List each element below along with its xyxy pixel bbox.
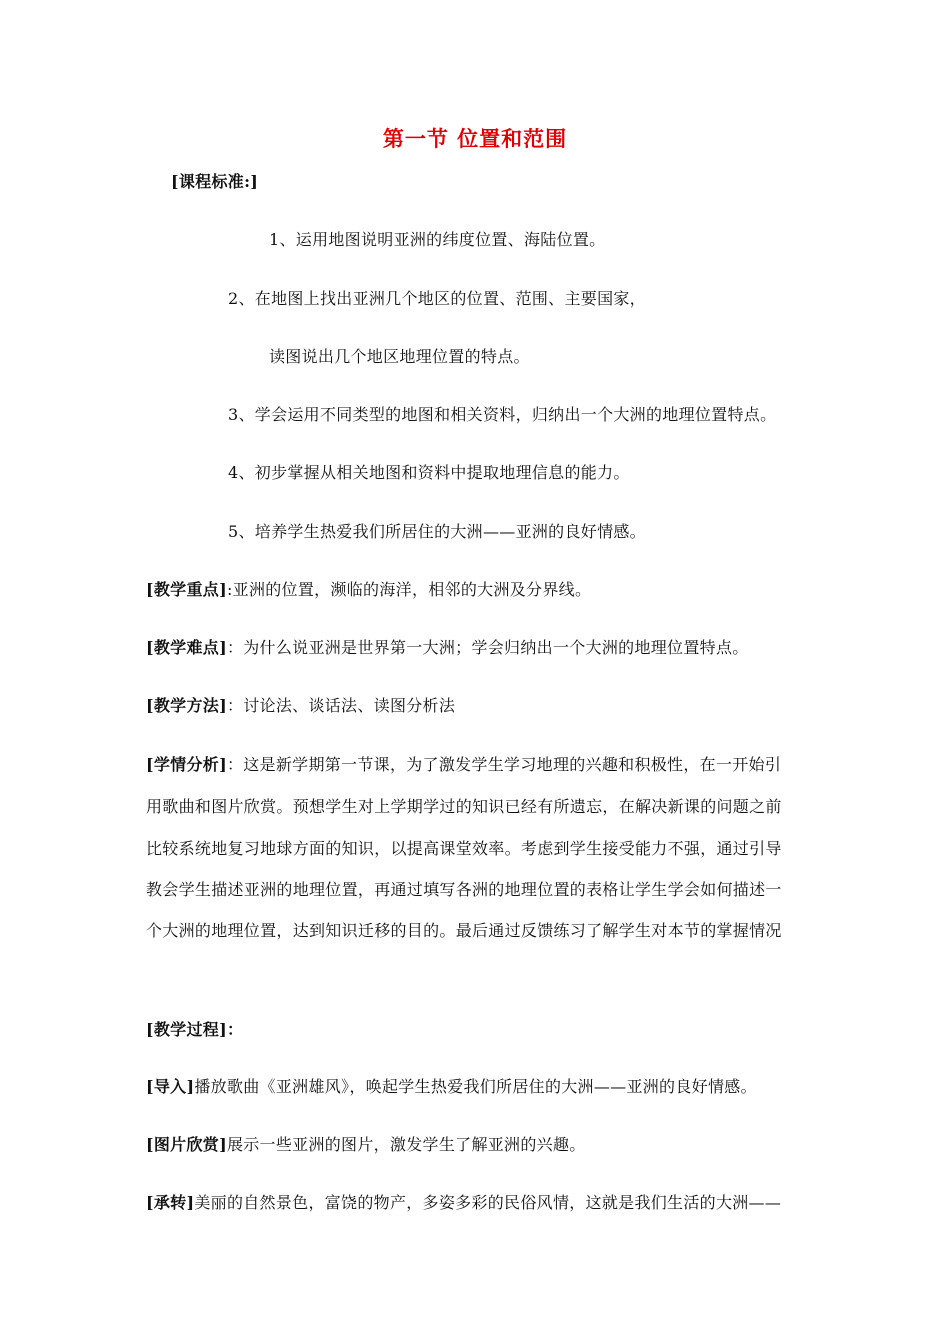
standard-item-4: 4、初步掌握从相关地图和资料中提取地理信息的能力。 <box>228 463 630 482</box>
intro-text: 播放歌曲《亚洲雄风》，唤起学生热爱我们所居住的大洲——亚洲的良好情感。 <box>194 1077 757 1096</box>
analysis-line-5: 个大洲的地理位置，达到知识迁移的目的。最后通过反馈练习了解学生对本节的掌握情况 <box>146 921 782 940</box>
process-heading: [教学过程]： <box>146 1020 244 1039</box>
analysis-label: [学情分析] <box>146 755 227 774</box>
pictures-line <box>146 1135 586 1155</box>
page-title: 第一节 位置和范围 <box>382 126 568 151</box>
key-point-line <box>146 580 591 600</box>
key-point-label: [教学重点] <box>146 580 227 599</box>
key-point-text: :亚洲的位置，濒临的海洋，相邻的大洲及分界线。 <box>226 580 592 599</box>
transition-line <box>146 1193 781 1213</box>
standard-item-2-continued: 读图说出几个地区地理位置的特点。 <box>269 347 530 366</box>
pictures-text: 展示一些亚洲的图片，激发学生了解亚洲的兴趣。 <box>226 1135 586 1154</box>
pictures-label: [图片欣赏] <box>146 1135 227 1154</box>
method-label: [教学方法] <box>146 696 227 715</box>
transition-text: 美丽的自然景色，富饶的物产，多姿多彩的民俗风情，这就是我们生活的大洲—— <box>194 1193 782 1212</box>
standard-item-1: 1、运用地图说明亚洲的纬度位置、海陆位置。 <box>269 230 606 249</box>
transition-label: [承转] <box>146 1193 195 1212</box>
analysis-text-1: ：这是新学期第一节课，为了激发学生学习地理的兴趣和积极性，在一开始引 <box>226 755 782 774</box>
analysis-line-4: 教会学生描述亚洲的地理位置，再通过填写各洲的地理位置的表格让学生学会如何描述一 <box>146 880 782 899</box>
difficulty-line <box>146 638 749 658</box>
method-text: ：讨论法、谈话法、读图分析法 <box>226 696 456 715</box>
method-line <box>146 696 455 716</box>
standards-heading: [课程标准:] <box>171 172 259 191</box>
difficulty-text: ：为什么说亚洲是世界第一大洲；学会归纳出一个大洲的地理位置特点。 <box>226 638 749 657</box>
standard-item-3: 3、学会运用不同类型的地图和相关资料，归纳出一个大洲的地理位置特点。 <box>228 405 777 424</box>
analysis-line-3: 比较系统地复习地球方面的知识，以提高课堂效率。考虑到学生接受能力不强，通过引导 <box>146 839 782 858</box>
intro-label: [导入] <box>146 1077 195 1096</box>
standard-item-5: 5、培养学生热爱我们所居住的大洲——亚洲的良好情感。 <box>228 522 646 541</box>
intro-line <box>146 1077 757 1097</box>
analysis-line-1 <box>146 755 781 775</box>
difficulty-label: [教学难点] <box>146 638 227 657</box>
standard-item-2: 2、在地图上找出亚洲几个地区的位置、范围、主要国家， <box>228 289 646 308</box>
analysis-line-2: 用歌曲和图片欣赏。预想学生对上学期学过的知识已经有所遗忘，在解决新课的问题之前 <box>146 797 782 816</box>
